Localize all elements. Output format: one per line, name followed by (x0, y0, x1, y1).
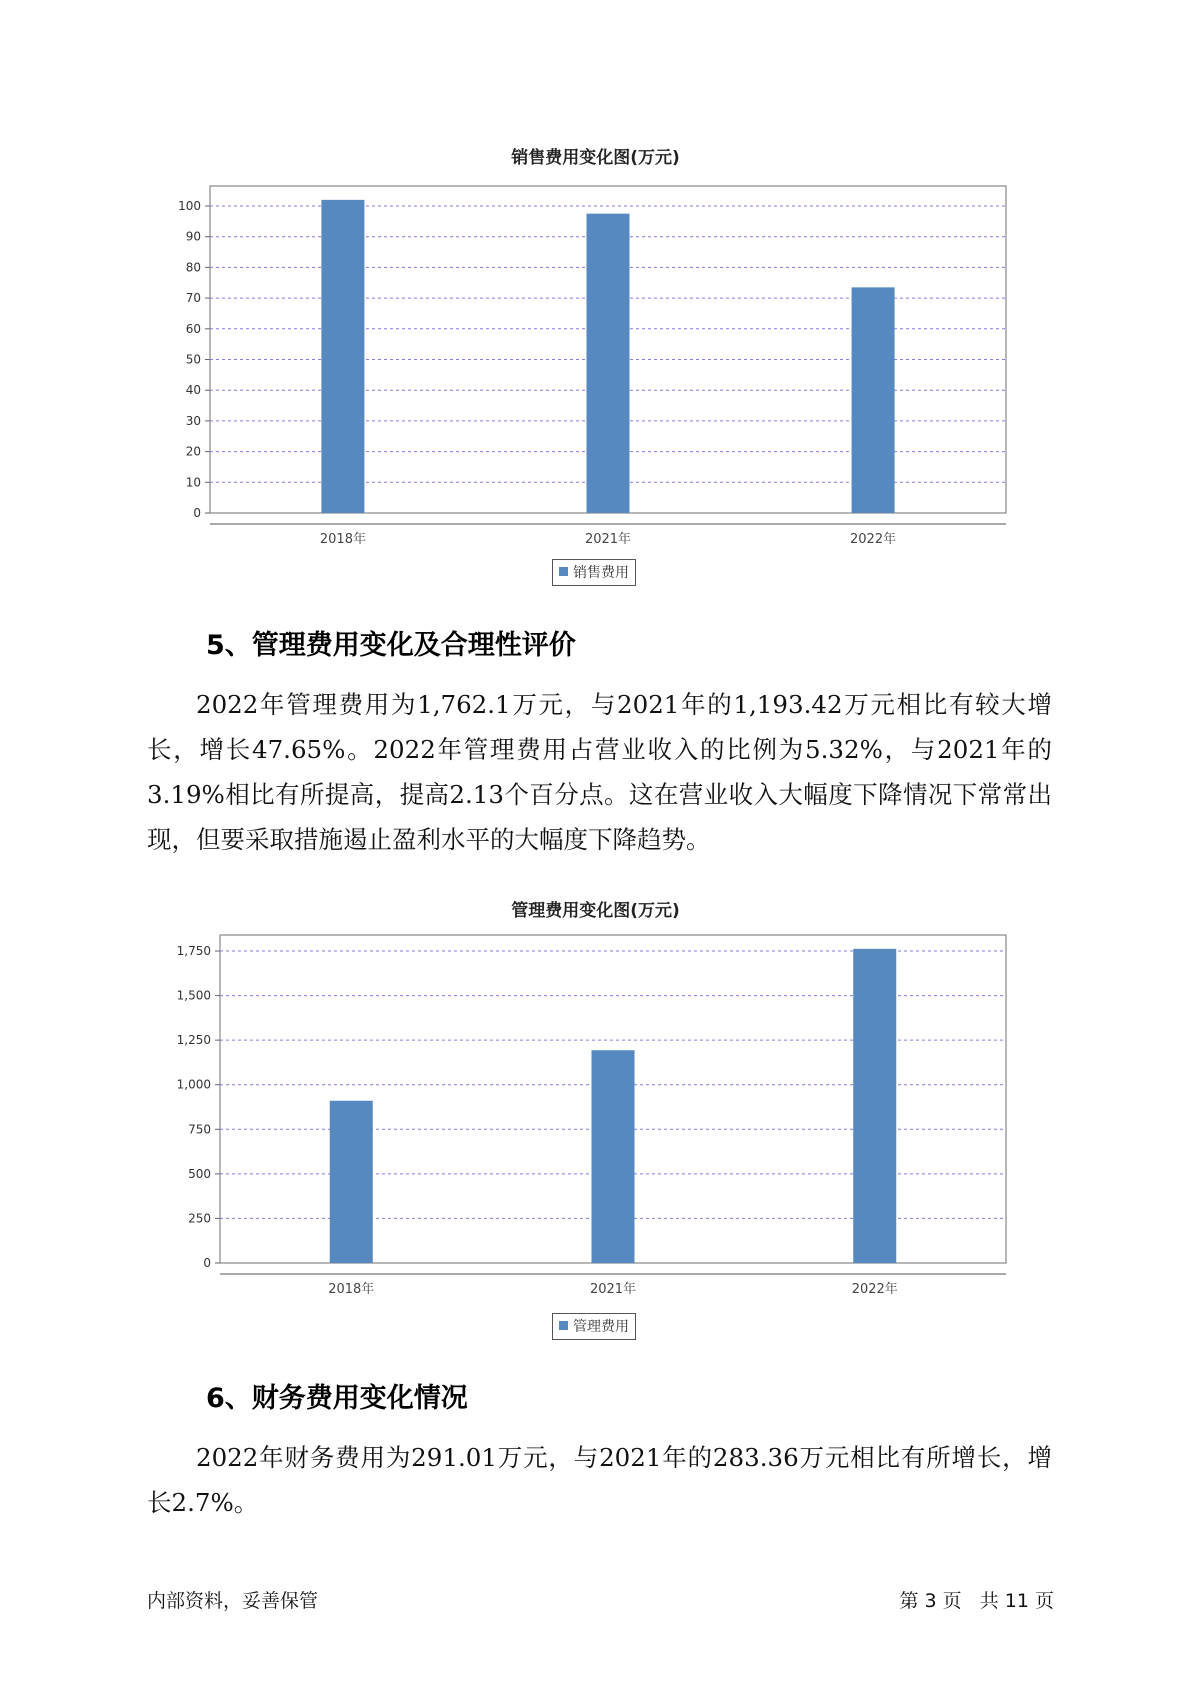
section-5-heading: 5、管理费用变化及合理性评价 (206, 630, 576, 661)
x-tick-label: 2022年 (850, 532, 897, 547)
y-tick-label: 20 (185, 444, 201, 459)
y-tick-label: 30 (185, 413, 201, 428)
section-6-heading: 6、财务费用变化情况 (206, 1383, 468, 1414)
y-tick-label: 10 (185, 475, 201, 490)
y-tick-label: 0 (193, 506, 201, 520)
footer-left: 内部资料，妥善保管 (147, 1590, 319, 1612)
chart-title: 销售费用变化图(万元) (511, 148, 680, 168)
chart-title: 管理费用变化图(万元) (511, 901, 680, 921)
y-tick-label: 70 (185, 291, 201, 306)
section-5-paragraph: 2022年管理费用为1,762.1万元，与2021年的1,193.42万元相比有较大增长，增长47.65%。2022年管理费用占营业收入的比例为5.32%，与2021年的3.19%相比有所提高，提高2.13个百分点。这在营业收入大幅度下降情况下常常出现，但要采取措施遏止盈利水平的大幅度下降趋势。 (147, 690, 1052, 854)
legend-label: 销售费用 (573, 565, 629, 581)
bar (592, 1050, 635, 1263)
y-tick-label: 250 (188, 1211, 211, 1226)
footer-page-number: 第 3 页 共 11 页 (899, 1590, 1054, 1612)
bar (853, 949, 896, 1263)
bar (330, 1101, 373, 1263)
y-tick-label: 750 (188, 1122, 211, 1137)
legend-label: 管理费用 (573, 1319, 629, 1335)
section-6-paragraph: 2022年财务费用为291.01万元，与2021年的283.36万元相比有所增长，增长2.7%。 (147, 1443, 1052, 1517)
y-tick-label: 80 (185, 260, 201, 275)
y-tick-label: 1,000 (176, 1077, 211, 1092)
y-tick-label: 500 (188, 1166, 211, 1181)
x-tick-label: 2022年 (851, 1282, 898, 1297)
x-tick-label: 2018年 (319, 532, 366, 547)
legend-swatch (559, 1321, 568, 1330)
y-tick-label: 1,500 (176, 988, 211, 1003)
y-tick-label: 1,750 (176, 944, 211, 958)
chart-legend (552, 1313, 636, 1340)
x-tick-label: 2021年 (584, 532, 632, 547)
y-tick-label: 50 (185, 352, 201, 367)
x-tick-label: 2018年 (328, 1282, 375, 1297)
x-tick-label: 2021年 (589, 1282, 637, 1297)
y-tick-label: 40 (185, 383, 201, 398)
y-tick-label: 100 (178, 199, 201, 213)
y-tick-label: 0 (203, 1256, 211, 1270)
y-tick-label: 1,250 (176, 1033, 211, 1048)
y-tick-label: 60 (185, 321, 201, 336)
y-tick-label: 90 (185, 229, 201, 244)
